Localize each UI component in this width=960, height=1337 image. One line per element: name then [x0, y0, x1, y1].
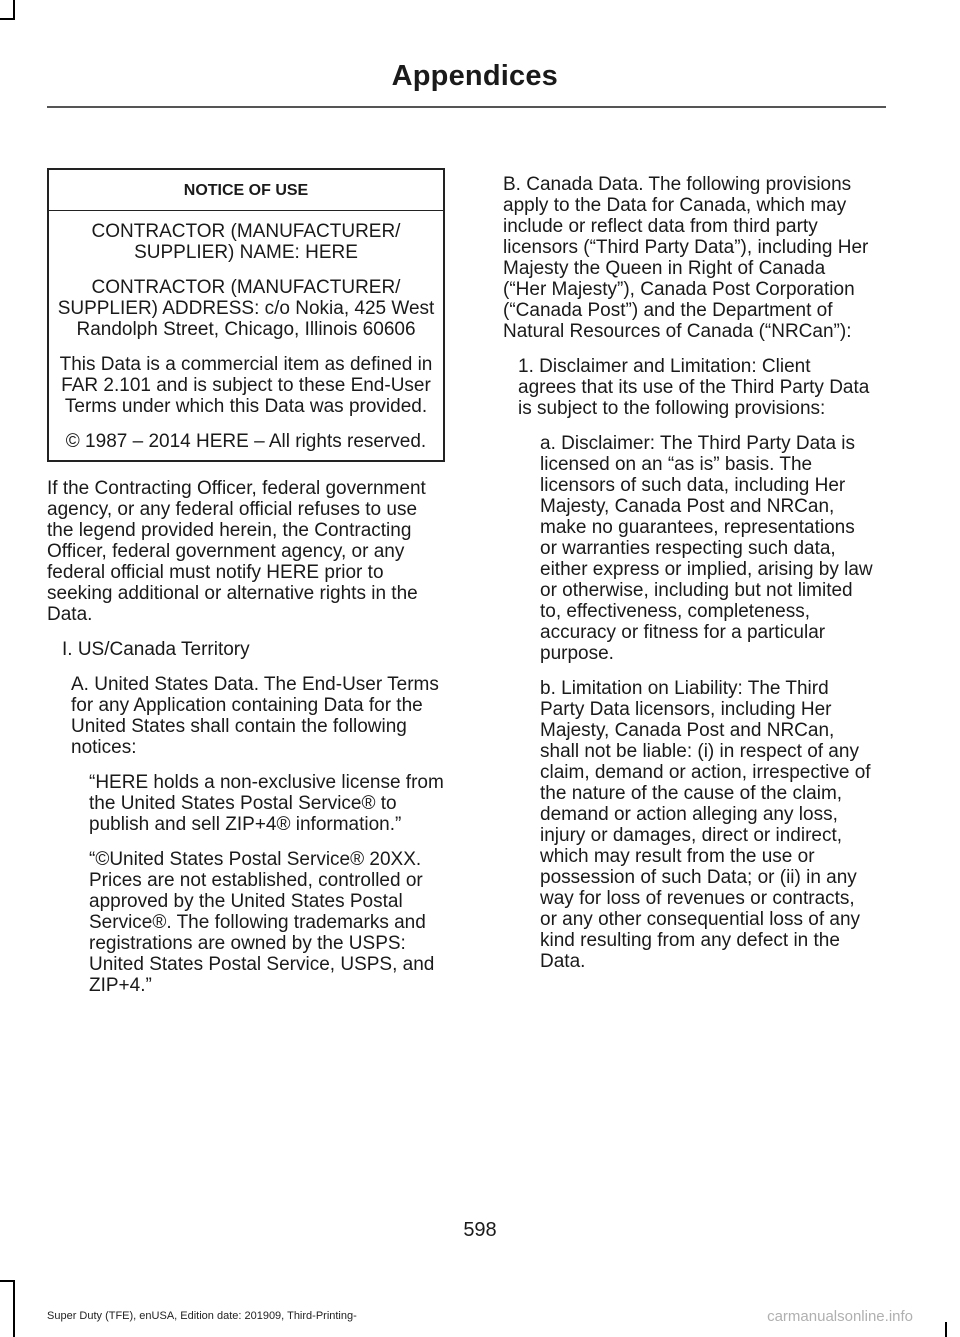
left-column: [47, 168, 447, 1010]
watermark: carmanualsonline.info: [767, 1308, 913, 1325]
notice-of-use-box: [47, 168, 445, 462]
limitation-liability-item: b. Limitation on Liability: The Third Party Data licensors, including Her Majesty, Canada Post and NRCan, shall not be liable: (i) in respect of any claim, demand or action, irrespective of the nature of the cause of the claim, demand or action alleging any loss, injury or damages, direct or indirect, which may result from the use or possession of such Data; or (ii) in any way for loss of revenues or contracts, or any other consequential loss of any kind resulting from any defect in the Data.: [540, 678, 871, 972]
crop-mark-bottom-right-v: [945, 1322, 947, 1337]
us-data-paragraph: A. United States Data. The End-User Terms for any Application containing Data for the United States shall contain the following notices:: [71, 674, 439, 758]
usps-license-quote: “HERE holds a non-exclusive license from the United States Postal Service® to publish and sell ZIP+4® information.”: [89, 772, 444, 835]
disclaimer-item: a. Disclaimer: The Third Party Data is licensed on an “as is” basis. The licensors of such data, including Her Majesty, Canada Post and NRCan, make no guarantees, representations or warranties respecting such data, either express or implied, arising by law or otherwise, including but not limited to, effectiveness, completeness, accuracy or fitness for a particular purpose.: [540, 433, 873, 664]
edition-footer: Super Duty (TFE), enUSA, Edition date: 201909, Third-Printing-: [47, 1310, 357, 1322]
crop-mark-top-left-v: [13, 0, 15, 20]
section-heading-us-canada: I. US/Canada Territory: [62, 639, 250, 660]
notice-commercial-item: This Data is a commercial item as defined in FAR 2.101 and is subject to these End-User Terms under which this Data was provided.: [59, 354, 433, 417]
notice-title: NOTICE OF USE: [49, 170, 443, 211]
notice-body: [49, 211, 443, 460]
notice-contractor-name: CONTRACTOR (MANUFACTURER/ SUPPLIER) NAME: HERE: [91, 221, 401, 263]
header-divider: [47, 106, 886, 108]
notice-copyright: © 1987 – 2014 HERE – All rights reserved.: [65, 431, 427, 452]
page-number: 598: [463, 1219, 497, 1241]
page-title: Appendices: [391, 60, 558, 92]
canada-data-paragraph: B. Canada Data. The following provisions apply to the Data for Canada, which may include or reflect data from third party licensors (“Third Party Data”), including Her Majesty the Queen in Right of Canada (“Her Majesty”), Canada Post Corporation (“Canada Post”) and the Department of Natural Resources of Canada (“NRCan”):: [503, 174, 869, 342]
contracting-officer-paragraph: If the Contracting Officer, federal government agency, or any federal official refuses to use the legend provided herein, the Contracting Officer, federal government agency, or any federal official must notify HERE prior to seeking additional or alternative rights in the Data.: [47, 478, 426, 625]
disclaimer-limitation-item: 1. Disclaimer and Limitation: Client agrees that its use of the Third Party Data is subject to the following provisions:: [518, 356, 870, 419]
crop-mark-top-left-h: [0, 18, 15, 20]
crop-mark-bottom-left-h: [0, 1280, 15, 1282]
usps-trademark-quote: “©United States Postal Service® 20XX. Prices are not established, controlled or approved by the United States Postal Service®. The following trademarks and registrations are owned by the USPS: United States Postal Service, USPS, and ZIP+4.”: [89, 849, 435, 996]
right-column: [503, 168, 873, 986]
crop-mark-bottom-left-v: [13, 1280, 15, 1337]
notice-contractor-address: CONTRACTOR (MANUFACTURER/ SUPPLIER) ADDRESS: c/o Nokia, 425 West Randolph Street, Chicago, Illinois 60606: [57, 277, 435, 340]
